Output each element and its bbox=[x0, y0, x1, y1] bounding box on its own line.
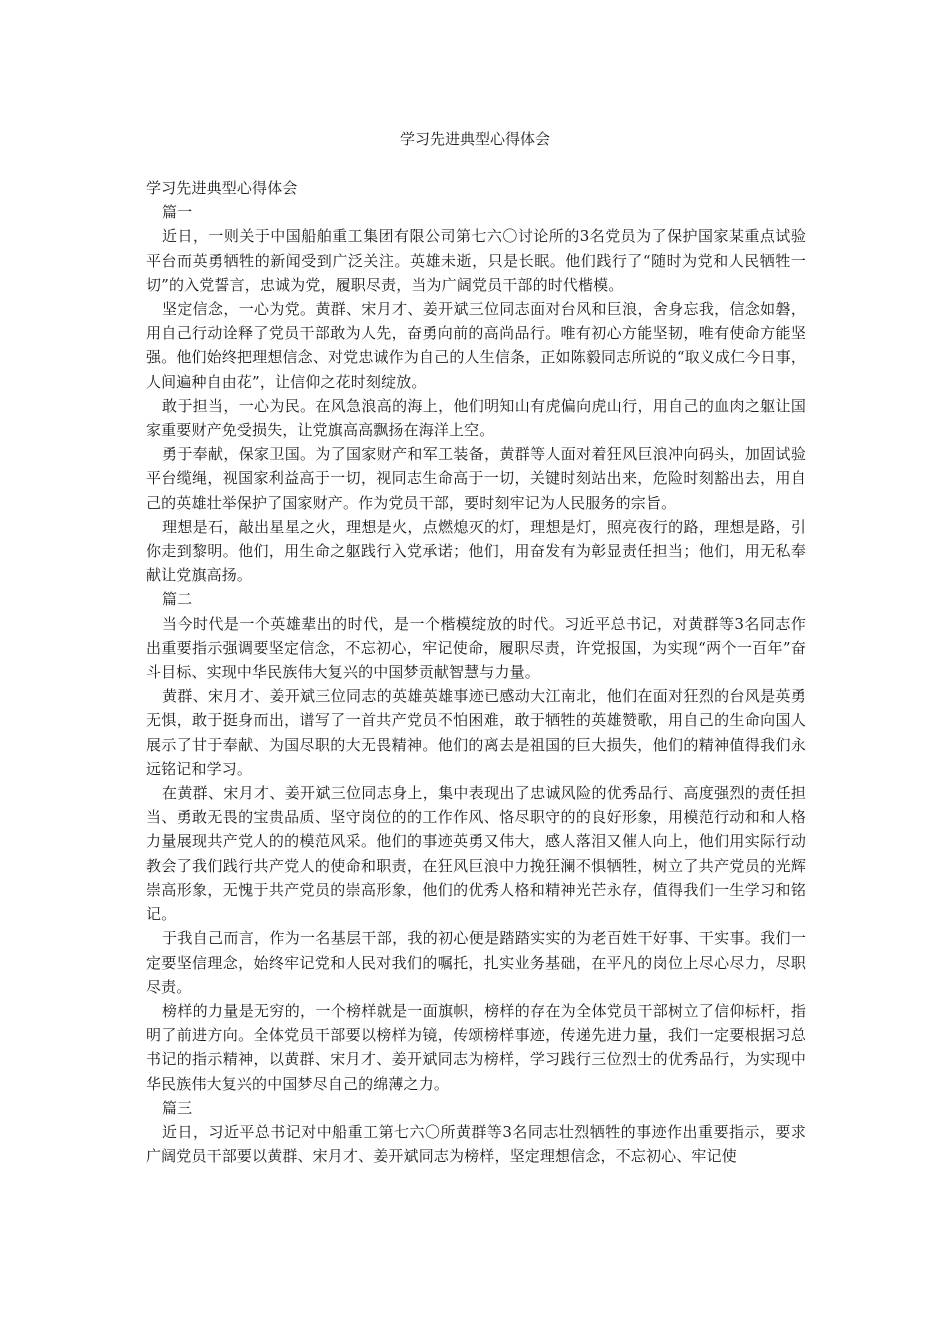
paragraph: 近日，习近平总书记对中船重工第七六〇所黄群等3名同志壮烈牺牲的事迹作出重要指示，要求广阔党员干部要以黄群、宋月才、姜开斌同志为榜样，坚定理想信念，不忘初心、牢记使 bbox=[146, 1122, 806, 1166]
paragraph: 近日，一则关于中国船舶重工集团有限公司第七六〇讨论所的3名党员为了保护国家某重点试验平台而英勇牺牲的新闻受到广泛关注。英雄未逝，只是长眠。他们践行了“随时为党和人民牺牲一切”的入党誓言，忠诚为党，履职尽责，当为广阔党员干部的时代楷模。 bbox=[146, 227, 806, 294]
paragraph: 当今时代是一个英雄辈出的时代，是一个楷模绽放的时代。习近平总书记，对黄群等3名同志作出重要指示强调要坚定信念，不忘初心，牢记使命，履职尽责，许党报国，为实现“两个一百年”奋斗目标、实现中华民族伟大复兴的中国梦贡献智慧与力量。 bbox=[146, 614, 806, 682]
section-label-2: 篇二 bbox=[162, 590, 193, 609]
document-title: 学习先进典型心得体会 bbox=[399, 130, 550, 148]
paragraph: 榜样的力量是无穷的，一个榜样就是一面旗帜，榜样的存在为全体党员干部树立了信仰标杆，指明了前进方向。全体党员干部要以榜样为镜，传颂榜样事迹，传递先进力量，我们一定要根据习总书记的指示精神，以黄群、宋月才、姜开斌同志为榜样，学习践行三位烈士的优秀品行，为实现中华民族伟大复兴的中国梦尽自己的绵薄之力。 bbox=[146, 1001, 806, 1093]
document-subtitle: 学习先进典型心得体会 bbox=[146, 179, 298, 197]
paragraph: 在黄群、宋月才、姜开斌三位同志身上，集中表现出了忠诚风险的优秀品行、高度强烈的责任担当、勇敢无畏的宝贵品质、坚守岗位的的工作作风、恪尽职守的的良好形象，用模范行动和和人格力量展现共产党人的的模范风采。他们的事迹英勇又伟大，感人落泪又催人向上，他们用实际行动教会了我们践行共产党人的使命和职责，在狂风巨浪中力挽狂澜不惧牺牲，树立了共产党员的光辉崇高形象，无愧于共产党员的崇高形象，他们的优秀人格和精神光芒永存，值得我们一生学习和铭记。 bbox=[146, 784, 806, 924]
paragraph: 黄群、宋月才、姜开斌三位同志的英雄英雄事迹已感动大江南北，他们在面对狂烈的台风是英勇无惧，敢于挺身而出，谱写了一首共产党员不怕困难，敢于牺牲的英雄赞歌，用自己的生命向国人展示了甘于奉献、为国尽职的大无畏精神。他们的离去是祖国的巨大损失，他们的精神值得我们永远铭记和学习。 bbox=[146, 687, 806, 778]
document-body bbox=[146, 176, 806, 1168]
paragraph: 勇于奉献，保家卫国。为了国家财产和军工装备，黄群等人面对着狂风巨浪冲向码头，加固试验平台缆绳，视国家利益高于一切，视同志生命高于一切，关键时刻站出来，危险时刻豁出去，用自己的英雄壮举保护了国家财产。作为党员干部，要时刻牢记为人民服务的宗旨。 bbox=[146, 445, 806, 512]
section-label-1: 篇一 bbox=[162, 203, 193, 222]
section-label-3: 篇三 bbox=[162, 1098, 193, 1117]
paragraph: 于我自己而言，作为一名基层干部，我的初心便是踏踏实实的为老百姓干好事、干实事。我们一定要坚信理念，始终牢记党和人民对我们的嘱托，扎实业务基础，在平凡的岗位上尽心尽力，尽职尽责。 bbox=[146, 929, 806, 996]
paragraph: 理想是石，敲出星星之火，理想是火，点燃熄灭的灯，理想是灯，照亮夜行的路，理想是路，引你走到黎明。他们，用生命之躯践行入党承诺；他们，用奋发有为彰显责任担当；他们，用无私奉献让党旗高扬。 bbox=[146, 517, 806, 585]
paragraph: 敢于担当，一心为民。在风急浪高的海上，他们明知山有虎偏向虎山行，用自己的血肉之躯让国家重要财产免受损失，让党旗高高飘扬在海洋上空。 bbox=[146, 396, 806, 440]
paragraph: 坚定信念，一心为党。黄群、宋月才、姜开斌三位同志面对台风和巨浪，舍身忘我，信念如磐，用自己行动诠释了党员干部敢为人先，奋勇向前的高尚品行。唯有初心方能坚韧，唯有使命方能坚强。他们始终把理想信念、对党忠诚作为自己的人生信条，正如陈毅同志所说的“取义成仁今日事，人间遍种自由花”，让信仰之花时刻绽放。 bbox=[146, 300, 806, 391]
